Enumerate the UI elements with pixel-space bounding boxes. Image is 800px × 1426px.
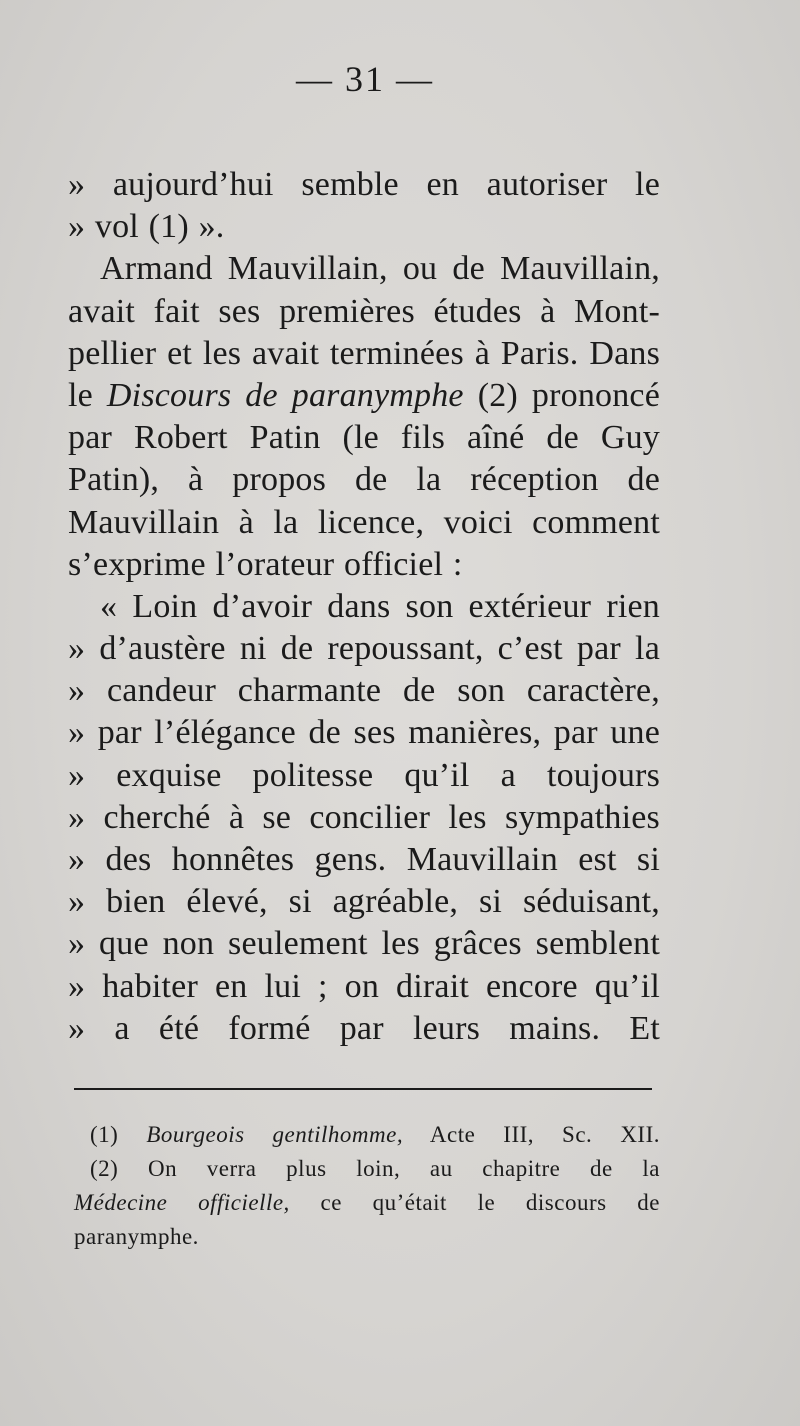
body-line: pellier et les avait terminées à Paris. Dans bbox=[68, 334, 660, 372]
footnote-title-italic: Bourgeois gentilhomme, bbox=[146, 1122, 404, 1147]
footnote-2: (2) On verra plus loin, au chapitre de la bbox=[90, 1156, 660, 1181]
book-title-italic: Discours de paranymphe bbox=[106, 376, 464, 414]
body-line: » des honnêtes gens. Mauvillain est si bbox=[68, 841, 660, 878]
page-number: — 31 — bbox=[296, 59, 434, 99]
body-line bbox=[68, 375, 660, 417]
footnote-marker: (1) bbox=[90, 1122, 147, 1147]
body-line: Armand Mauvillain, ou de Mauvillain, bbox=[100, 250, 660, 288]
body-line: » par l’élégance de ses manières, par une bbox=[68, 714, 660, 752]
body-line: s’exprime l’orateur officiel : bbox=[68, 545, 463, 583]
footnote-text: Acte III, Sc. XII. bbox=[403, 1122, 660, 1147]
footnote-2-continued bbox=[74, 1186, 660, 1220]
body-line: » candeur charmante de son caractère, bbox=[68, 672, 660, 710]
body-line: Patin), à propos de la réception de bbox=[68, 461, 660, 499]
body-line: » d’austère ni de repoussant, c’est par la bbox=[68, 630, 660, 668]
body-line: « Loin d’avoir dans son extérieur rien bbox=[100, 587, 660, 625]
footnote-text: ce qu’était le discours de bbox=[289, 1190, 660, 1215]
body-line: » a été formé par leurs mains. Et bbox=[68, 1009, 660, 1047]
body-line: » vol (1) ». bbox=[68, 208, 225, 246]
body-line-text: le bbox=[68, 376, 107, 414]
body-line: » habiter en lui ; on dirait encore qu’il bbox=[68, 967, 660, 1005]
body-line: avait fait ses premières études à Mont- bbox=[68, 292, 660, 330]
footnote-divider bbox=[74, 1088, 652, 1090]
footnote-1 bbox=[74, 1118, 660, 1152]
body-line: par Robert Patin (le fils aîné de Guy bbox=[68, 419, 660, 457]
body-line: » cherché à se concilier les sympathies bbox=[68, 798, 660, 836]
body-line: » bien élevé, si agréable, si séduisant, bbox=[68, 883, 660, 921]
body-line: » exquise politesse qu’il a toujours bbox=[68, 756, 660, 794]
body-line-text: (2) prononcé bbox=[463, 376, 661, 414]
body-line: » que non seulement les grâces semblent bbox=[68, 925, 660, 963]
footnote-title-italic: Médecine officielle, bbox=[74, 1190, 290, 1215]
footnotes bbox=[74, 1118, 660, 1254]
body-line: » aujourd’hui semble en autoriser le bbox=[68, 166, 660, 203]
body-line: Mauvillain à la licence, voici comment bbox=[68, 503, 660, 541]
body-text bbox=[68, 164, 660, 1050]
footnote-2-end: paranymphe. bbox=[74, 1224, 199, 1249]
